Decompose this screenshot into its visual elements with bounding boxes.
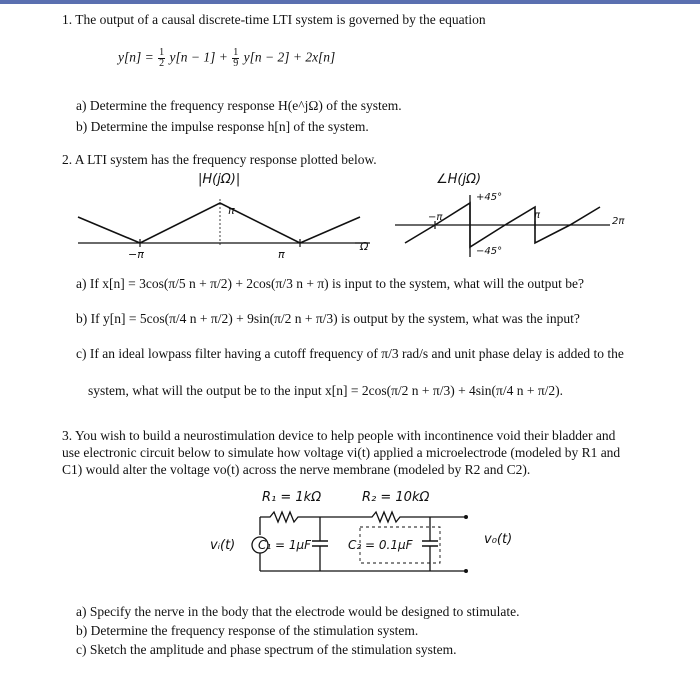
q1-eq-frac1: $\frac{1}{2}$ (159, 47, 165, 69)
q3-part-a: a) Specify the nerve in the body that the electrode would be designed to stimulate. (76, 604, 520, 619)
q2-part-b: b) If y[n] = 5cos(π/4 n + π/2) + 9sin(π/2 n + π/3) is output by the system, what was the input? (76, 311, 580, 326)
r1-label: R₁ = 1kΩ (262, 490, 322, 505)
mag-pi-bottom-label: π (278, 248, 285, 261)
top-border (0, 0, 700, 4)
mag-pi-top-label: π (228, 204, 235, 217)
phase-neg-pi-label: −π (428, 212, 443, 223)
q1-eq-frac2: $\frac{1}{9}$ (233, 47, 239, 69)
c1-label: C₁ = 1μF (258, 538, 312, 552)
phase-plot-label: ∠H(jΩ) (436, 172, 482, 187)
out-terminal-top (464, 515, 468, 519)
q1-eq-lhs: y[n] = (118, 49, 154, 65)
c2-label: C₂ = 0.1μF (348, 538, 413, 552)
phase-2pi-label: 2π (612, 216, 625, 227)
phase-plot (395, 185, 625, 265)
q3-intro-line3: C1) would alter the voltage vo(t) across the nerve membrane (modeled by R2 and C2). (62, 462, 531, 477)
q2-part-c-line2: system, what will the output be to the input x[n] = 2cos(π/2 n + π/3) + 4sin(π/4 n + π/2). (88, 383, 564, 398)
magnitude-plot (70, 185, 390, 265)
out-terminal-bottom (464, 569, 468, 573)
r2-resistor (365, 512, 410, 522)
q1-intro: 1. The output of a causal discrete-time LTI system is governed by the equation (62, 12, 486, 27)
phase-pi-label: π (534, 210, 541, 221)
mag-curve (78, 203, 360, 243)
phase-pos45-label: +45° (476, 192, 503, 203)
q1-part-a: a) Determine the frequency response H(e^jΩ) of the system. (76, 98, 402, 113)
r2-label: R₂ = 10kΩ (362, 490, 430, 505)
r1-resistor (260, 512, 308, 522)
q2-intro: 2. A LTI system has the frequency response plotted below. (62, 152, 377, 167)
q1-equation (118, 48, 335, 69)
q1-eq-term1: y[n − 1] + (169, 49, 228, 65)
q1-part-b: b) Determine the impulse response h[n] of the system. (76, 119, 369, 134)
mag-plot-label: |H(jΩ)| (198, 172, 241, 187)
q3-part-c: c) Sketch the amplitude and phase spectrum of the stimulation system. (76, 642, 457, 657)
q3-intro-line2: use electronic circuit below to simulate how voltage vi(t) applied a microelectrode (modeled by R1 and (62, 445, 621, 460)
q2-part-c-line1: c) If an ideal lowpass filter having a cutoff frequency of π/3 rad/s and unit phase delay is added to the (76, 346, 624, 361)
mag-neg-pi-label: −π (128, 248, 144, 261)
q2-part-a: a) If x[n] = 3cos(π/5 n + π/2) + 2cos(π/3 n + π) is input to the system, what will the output be? (76, 276, 585, 291)
vi-label: vᵢ(t) (210, 538, 236, 553)
q3-intro-line1: 3. You wish to build a neurostimulation device to help people with incontinence void their bladder and (62, 428, 616, 443)
phase-neg45-label: −45° (476, 246, 503, 257)
mag-arrow-label: Ω (360, 240, 369, 253)
q1-eq-term2: y[n − 2] + 2x[n] (243, 49, 336, 65)
vo-label: v₀(t) (484, 532, 513, 547)
q3-part-b: b) Determine the frequency response of the stimulation system. (76, 623, 419, 638)
